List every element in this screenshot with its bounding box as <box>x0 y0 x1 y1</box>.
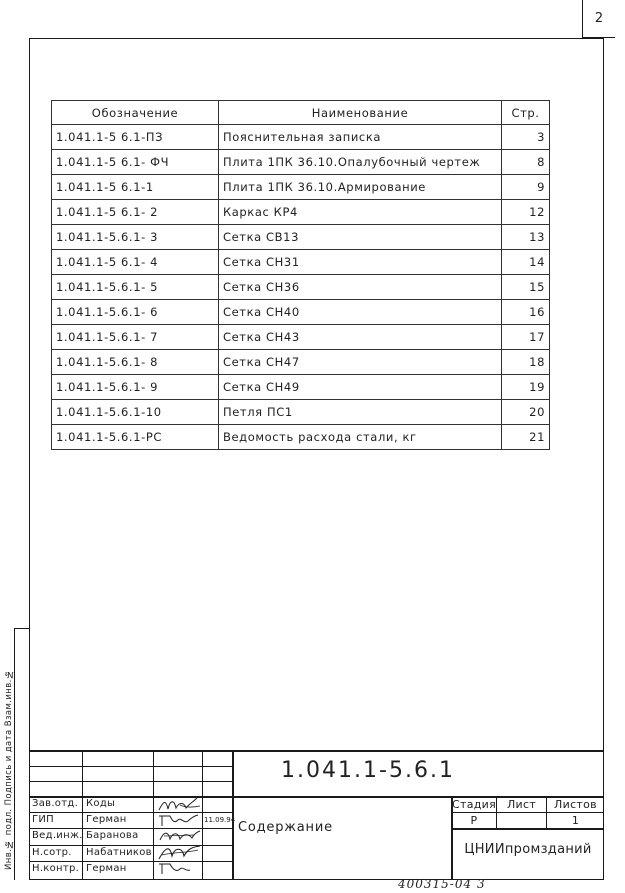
row-page: 19 <box>502 375 550 400</box>
role-label: Зав.отд. <box>32 798 79 809</box>
document-code: 1.041.1-5.6.1 <box>281 758 455 783</box>
row-page: 17 <box>502 325 550 350</box>
row-designation: 1.041.1-5 6.1- 4 <box>52 250 219 275</box>
table-row <box>52 300 550 325</box>
sheet-number: 2 <box>582 0 615 38</box>
sheet-title: Содержание <box>238 820 333 835</box>
table-row <box>52 400 550 425</box>
row-page: 21 <box>502 425 550 450</box>
header-page: Стр. <box>502 101 550 125</box>
role-label: Вед.инж. <box>32 830 83 841</box>
row-designation: 1.041.1-5 6.1- 2 <box>52 200 219 225</box>
row-designation: 1.041.1-5 6.1-1 <box>52 175 219 200</box>
row-page: 14 <box>502 250 550 275</box>
role-name: Баранова <box>86 830 139 841</box>
row-name: Сетка СН43 <box>219 325 502 350</box>
row-name: Сетка СН36 <box>219 275 502 300</box>
row-name: Ведомость расхода стали, кг <box>219 425 502 450</box>
row-page: 18 <box>502 350 550 375</box>
role-name: Герман <box>86 863 127 874</box>
row-page: 20 <box>502 400 550 425</box>
row-name: Сетка СВ13 <box>219 225 502 250</box>
stage-label: Стадия <box>452 798 497 811</box>
table-row <box>52 125 550 150</box>
stage-value: Р <box>470 814 478 827</box>
row-page: 9 <box>502 175 550 200</box>
row-designation: 1.041.1-5.6.1- 6 <box>52 300 219 325</box>
row-name: Плита 1ПК 36.10.Опалубочный чертеж <box>219 150 502 175</box>
row-designation: 1.041.1-5.6.1-10 <box>52 400 219 425</box>
table-row <box>52 425 550 450</box>
row-name: Плита 1ПК 36.10.Армирование <box>219 175 502 200</box>
header-name: Наименование <box>219 101 502 125</box>
row-page: 13 <box>502 225 550 250</box>
table-row <box>52 325 550 350</box>
signature-icon <box>156 812 202 829</box>
row-designation: 1.041.1-5.6.1- 7 <box>52 325 219 350</box>
row-designation: 1.041.1-5.6.1- 8 <box>52 350 219 375</box>
row-designation: 1.041.1-5 6.1- ФЧ <box>52 150 219 175</box>
role-label: Н.контр. <box>32 863 80 874</box>
row-page: 8 <box>502 150 550 175</box>
row-name: Сетка СН40 <box>219 300 502 325</box>
row-name: Сетка СН47 <box>219 350 502 375</box>
row-designation: 1.041.1-5.6.1- 5 <box>52 275 219 300</box>
row-page: 3 <box>502 125 550 150</box>
row-name: Сетка СН31 <box>219 250 502 275</box>
row-designation: 1.041.1-5.6.1-РС <box>52 425 219 450</box>
sheet-label: Лист <box>506 798 537 811</box>
sheets-value: 1 <box>571 814 580 827</box>
row-page: 16 <box>502 300 550 325</box>
signature-icon <box>156 828 202 845</box>
table-row <box>52 250 550 275</box>
row-page: 15 <box>502 275 550 300</box>
table-row <box>52 150 550 175</box>
role-name: Герман <box>86 814 127 825</box>
row-name: Пояснительная записка <box>219 125 502 150</box>
table-header-row <box>52 101 550 125</box>
table-row <box>52 375 550 400</box>
row-name: Сетка СН49 <box>219 375 502 400</box>
table-row <box>52 225 550 250</box>
header-designation: Обозначение <box>52 101 219 125</box>
binding-strip-text: Инв.№ подл. Подпись и дата Взам.инв.№ <box>4 668 14 870</box>
archive-note: 400315-04 3 <box>398 877 486 891</box>
table-row <box>52 175 550 200</box>
row-designation: 1.041.1-5 6.1-ПЗ <box>52 125 219 150</box>
row-designation: 1.041.1-5.6.1- 9 <box>52 375 219 400</box>
role-name: Набатников <box>86 847 152 858</box>
signature-icon <box>156 844 202 861</box>
row-name: Петля ПС1 <box>219 400 502 425</box>
role-name: Коды <box>86 798 116 809</box>
row-name: Каркас КР4 <box>219 200 502 225</box>
role-label: Н.сотр. <box>32 847 72 858</box>
table-row <box>52 275 550 300</box>
sheets-label: Листов <box>554 798 597 811</box>
organization-name: ЦНИИпромзданий <box>464 842 592 857</box>
row-designation: 1.041.1-5.6.1- 3 <box>52 225 219 250</box>
table-row <box>52 200 550 225</box>
row-page: 12 <box>502 200 550 225</box>
sign-date: 11.09.94 <box>204 816 236 824</box>
contents-table <box>51 100 550 450</box>
signature-icon <box>156 861 202 878</box>
table-row <box>52 350 550 375</box>
role-label: ГИП <box>32 814 54 825</box>
